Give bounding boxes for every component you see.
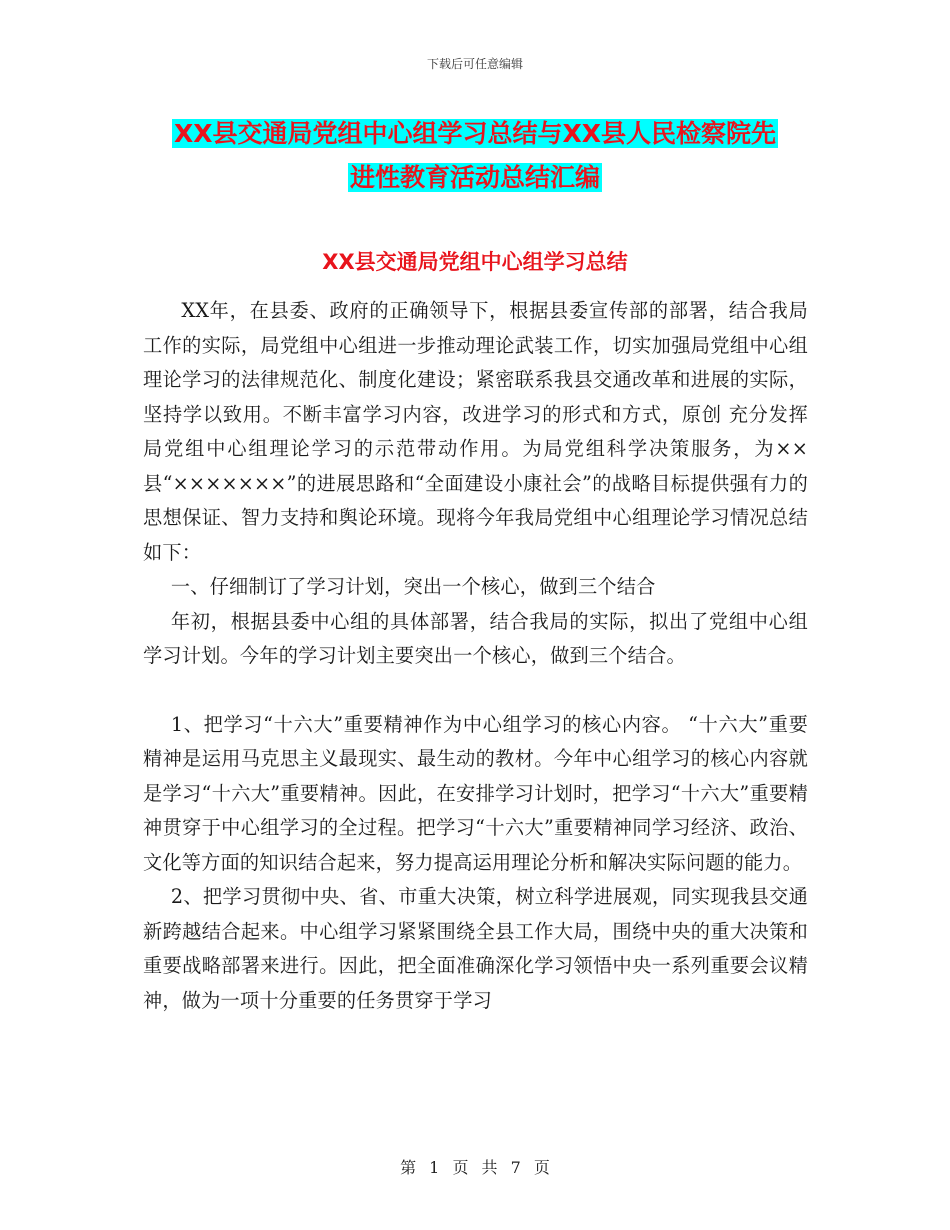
page-footer: 第 1 页 共 7 页 [400,1158,550,1177]
title-line-2: 进性教育活动总结汇编 [349,163,600,192]
paragraph-item-2: 2、把学习贯彻中央、省、市重大决策，树立科学进展观，同实现我县交通新跨越结合起来。中心组学习紧紧围绕全县工作大局，围绕中央的重大决策和重要战略部署来进行。因此，把全面准确深化学习领悟中央一系列重要会议精神，做为一项十分重要的任务贯穿于学习 [143,885,808,1012]
page-header-note: 下载后可任意编辑 [426,57,523,71]
document-body [143,294,808,1018]
paragraph-intro: XX年，在县委、政府的正确领导下，根据县委宣传部的部署，结合我局工作的实际，局党组中心组进一步推动理论武装工作，切实加强局党组中心组理论学习的法律规范化、制度化建设；紧密联系我县交通改革和进展的实际，坚持学以致用。不断丰富学习内容，改进学习的形式和方式，原创 充分发挥局党组中心组理论学习的示范带动作用。为局党组科学决策服务，为××县“×××××××”的进展思路和“全面建设小康社会”的战略目标提供强有力的思想保证、智力支持和舆论环境。现将今年我局党组中心组理论学习情况总结如下： [143,299,808,564]
paragraph-plan: 年初，根据县委中心组的具体部署，结合我局的实际，拟出了党组中心组学习计划。今年的学习计划主要突出一个核心，做到三个结合。 [143,609,808,667]
section-title: XX县交通局党组中心组学习总结 [322,250,628,274]
document-title [0,112,950,200]
paragraph-heading-1: 一、仔细制订了学习计划，突出一个核心，做到三个结合 [170,575,656,598]
paragraph-item-1: 1、把学习“十六大”重要精神作为中心组学习的核心内容。 “十六大”重要精神是运用马克思主义最现实、最生动的教材。今年中心组学习的核心内容就是学习“十六大”重要精神。因此，在安排学习计划时，把学习“十六大”重要精神贯穿于中心组学习的全过程。把学习“十六大”重要精神同学习经济、政治、文化等方面的知识结合起来，努力提高运用理论分析和解决实际问题的能力。 [143,712,808,874]
title-line-1: XX县交通局党组中心组学习总结与XX县人民检察院先 [173,119,777,148]
